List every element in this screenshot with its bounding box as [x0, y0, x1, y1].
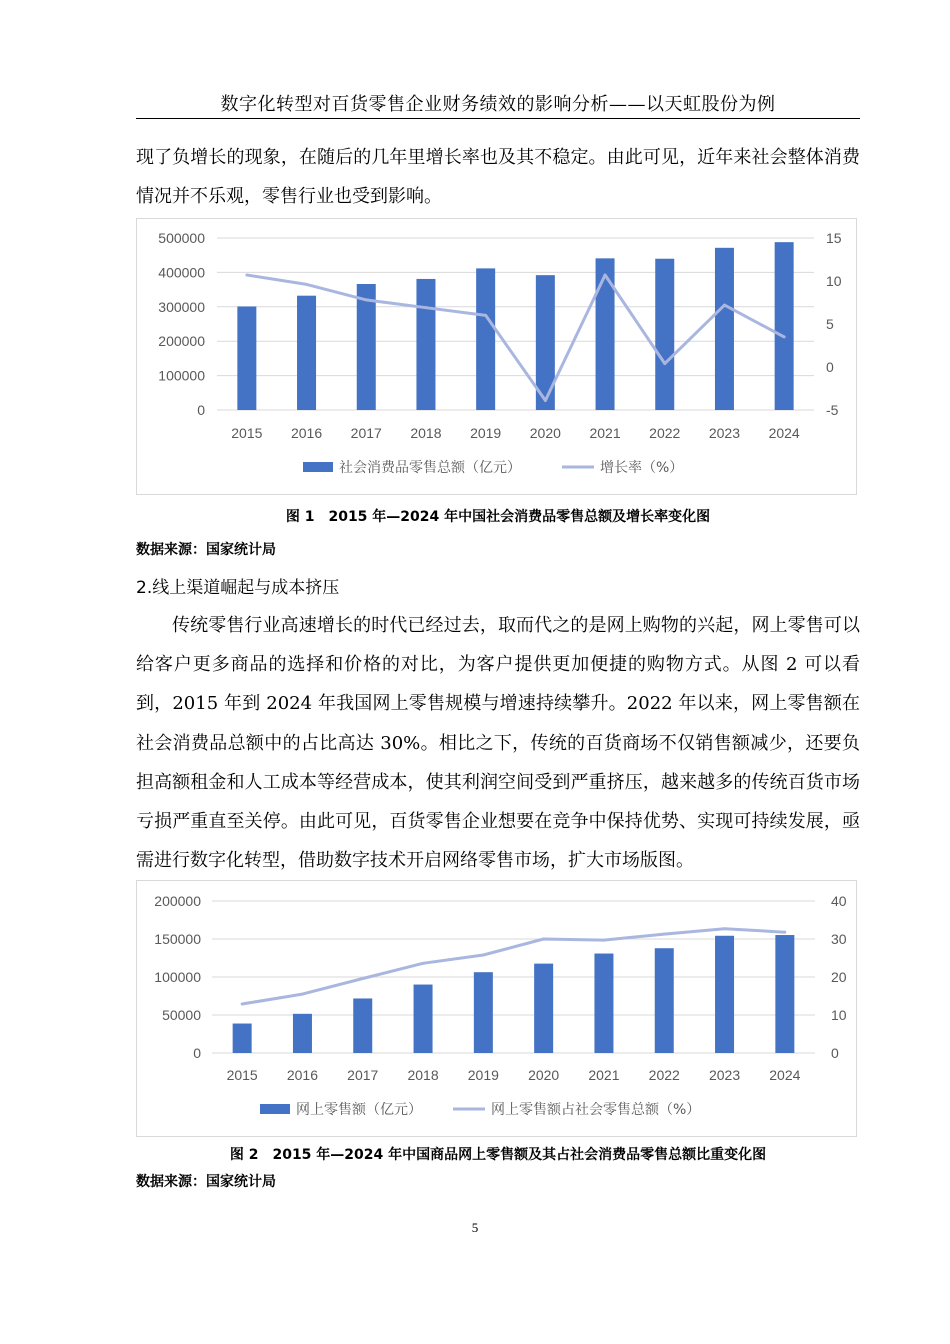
- bar: [655, 948, 674, 1053]
- y-left-tick-label: 400000: [158, 264, 205, 281]
- y-left-tick-label: 500000: [158, 230, 205, 246]
- bar: [474, 972, 493, 1053]
- line-point: [301, 993, 304, 996]
- line-point: [241, 1002, 244, 1005]
- y-left-tick-label: 0: [197, 402, 205, 418]
- running-header: 数字化转型对百货零售企业财务绩效的影响分析——以天虹股份为例: [220, 94, 776, 115]
- bar: [775, 242, 794, 410]
- line-point: [484, 314, 487, 317]
- x-tick-label: 2015: [231, 425, 263, 441]
- y-right-tick-label: 5: [826, 316, 834, 332]
- line-point: [544, 399, 547, 402]
- header-rule: [136, 118, 860, 119]
- section-paragraph: 传统零售行业高速增长的时代已经过去，取而代之的是网上购物的兴起，网上零售可以给客户更多商品的选择和价格的对比，为客户提供更加便捷的购物方式。从图 2 可以看到，2015 年到 2024 年我国网上零售规模与增速持续攀升。2022 年以来，网上零售额在社会消费品总额中的占比高达 30%。相比之下，传统的百货商场不仅销售额减少，还要负担高额租金和人工成本等经营成本，使其利润空间受到严重挤压，越来越多的传统百货市场亏损严重直至关停。由此可见，百货零售企业想要在竞争中保持优势、实现可持续发展，亟需进行数字化转型，借助数字技术开启网络零售市场，扩大市场版图。: [136, 615, 860, 872]
- bar: [237, 306, 256, 410]
- figure2-source: 数据来源：国家统计局: [136, 1174, 276, 1190]
- line-point: [604, 273, 607, 276]
- line-point: [245, 273, 248, 276]
- bar: [416, 279, 435, 410]
- y-right-tick-label: -5: [826, 402, 839, 418]
- legend-bar-swatch: [260, 1104, 290, 1114]
- x-tick-label: 2019: [470, 425, 502, 441]
- y-left-tick-label: 0: [193, 1045, 201, 1061]
- y-left-tick-label: 200000: [154, 893, 201, 909]
- line-point: [422, 962, 425, 965]
- y-left-tick-label: 200000: [158, 333, 205, 350]
- x-tick-label: 2017: [350, 425, 382, 441]
- line-point: [361, 977, 364, 980]
- figure2-caption: 图 2 2015 年—2024 年中国商品网上零售额及其占社会消费品零售总额比重变化图: [229, 1147, 767, 1163]
- bar: [715, 936, 734, 1053]
- y-right-tick-label: 30: [831, 931, 847, 947]
- section-heading: 2.线上渠道崛起与成本挤压: [136, 578, 340, 598]
- y-right-tick-label: 0: [826, 359, 834, 375]
- legend-bar-swatch: [303, 462, 333, 472]
- figure1-source: 数据来源：国家统计局: [136, 542, 276, 558]
- legend-bar-label: 网上零售额（亿元）: [296, 1102, 422, 1118]
- y-left-tick-label: 50000: [162, 1007, 201, 1023]
- intro-paragraph: 现了负增长的现象，在随后的几年里增长率也及其不稳定。由此可见，近年来社会整体消费情况并不乐观，零售行业也受到影响。: [136, 147, 860, 208]
- bar: [476, 268, 495, 410]
- figure1-chart: [136, 218, 857, 495]
- y-left-tick-label: 300000: [158, 298, 205, 315]
- bar: [353, 998, 372, 1053]
- x-tick-label: 2015: [226, 1067, 258, 1083]
- y-left-tick-label: 100000: [154, 969, 201, 985]
- line-point: [365, 298, 368, 301]
- bar: [357, 284, 376, 410]
- x-tick-label: 2021: [589, 425, 621, 441]
- bar: [297, 296, 316, 410]
- line-point: [723, 304, 726, 307]
- bar: [293, 1014, 312, 1053]
- page-number: 5: [471, 1220, 479, 1235]
- figure2-chart: [136, 880, 857, 1137]
- legend-line-label: 网上零售额占社会零售总额（%）: [491, 1102, 701, 1118]
- x-tick-label: 2021: [588, 1067, 620, 1083]
- line-point: [424, 306, 427, 309]
- figure1-caption: 图 1 2015 年—2024 年中国社会消费品零售总额及增长率变化图: [285, 509, 711, 525]
- bar: [775, 935, 794, 1053]
- line-point: [783, 931, 786, 934]
- line-point: [305, 283, 308, 286]
- y-right-tick-label: 0: [831, 1045, 839, 1061]
- legend-bar-label: 社会消费品零售总额（亿元）: [339, 460, 521, 476]
- bar: [414, 985, 433, 1053]
- line-point: [723, 927, 726, 930]
- x-tick-label: 2018: [407, 1067, 439, 1083]
- line-point: [602, 939, 605, 942]
- x-tick-label: 2019: [467, 1067, 499, 1083]
- legend-line-label: 增长率（%）: [600, 460, 684, 476]
- line-point: [783, 335, 786, 338]
- line-point: [482, 953, 485, 956]
- x-tick-label: 2020: [528, 1067, 560, 1083]
- x-tick-label: 2024: [769, 1067, 801, 1083]
- line-series: [247, 275, 784, 401]
- x-tick-label: 2022: [648, 1067, 680, 1083]
- x-tick-label: 2023: [708, 1067, 741, 1083]
- y-right-tick-label: 20: [831, 969, 847, 985]
- bar: [715, 248, 734, 410]
- figure2-svg: [137, 881, 856, 1136]
- y-right-tick-label: 40: [831, 893, 847, 909]
- y-right-tick-label: 15: [826, 230, 842, 246]
- line-series: [242, 929, 785, 1004]
- x-tick-label: 2018: [410, 425, 442, 441]
- bar: [596, 258, 615, 410]
- line-point: [663, 362, 666, 365]
- x-tick-label: 2017: [347, 1067, 379, 1083]
- y-right-tick-label: 10: [826, 273, 842, 289]
- bar: [655, 259, 674, 410]
- line-point: [542, 938, 545, 941]
- x-tick-label: 2023: [708, 425, 741, 441]
- bar: [233, 1024, 252, 1053]
- x-tick-label: 2016: [290, 425, 323, 441]
- bar: [534, 964, 553, 1053]
- line-point: [663, 933, 666, 936]
- x-tick-label: 2016: [286, 1067, 319, 1083]
- y-left-tick-label: 100000: [158, 367, 205, 384]
- y-right-tick-label: 10: [831, 1007, 847, 1023]
- x-tick-label: 2020: [529, 425, 561, 441]
- x-tick-label: 2022: [649, 425, 681, 441]
- x-tick-label: 2024: [768, 425, 800, 441]
- bar: [594, 954, 613, 1053]
- figure1-svg: [137, 219, 856, 494]
- y-left-tick-label: 150000: [154, 931, 201, 947]
